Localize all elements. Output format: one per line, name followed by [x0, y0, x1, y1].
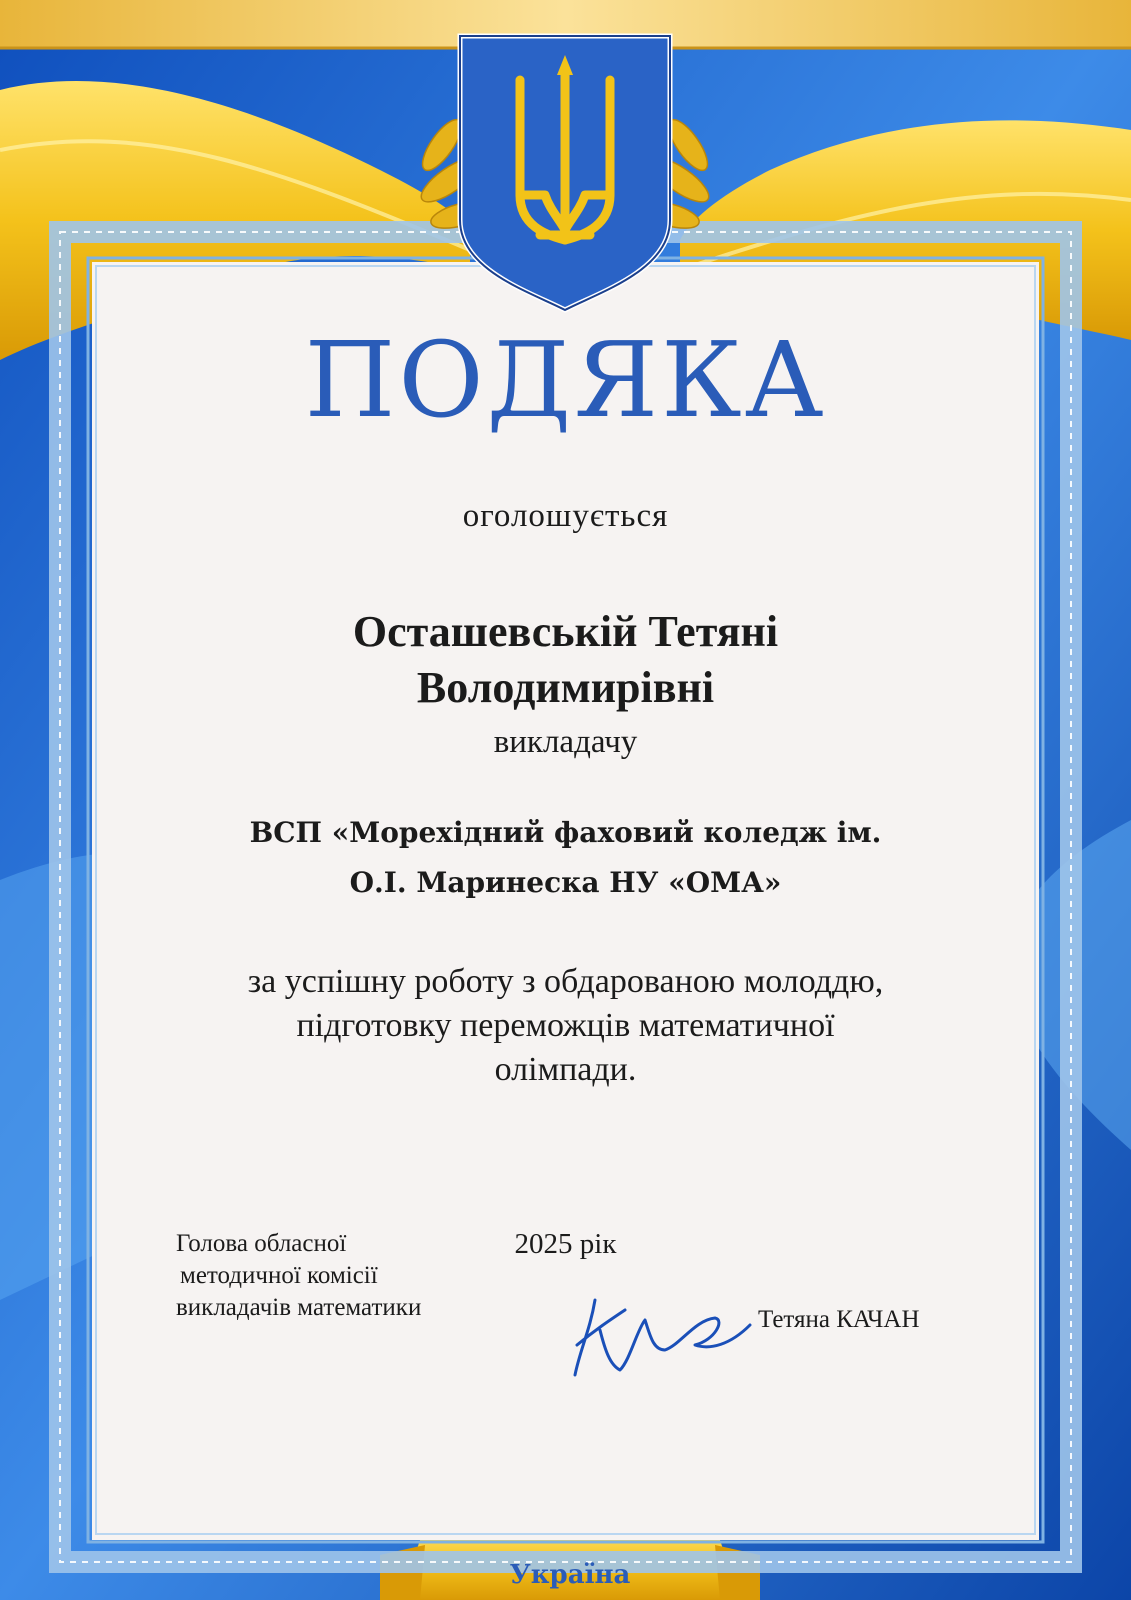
- organization: [0, 808, 1131, 908]
- recipient-line-1: Осташевській Тетяні: [352, 607, 779, 656]
- signature-icon: [565, 1290, 755, 1380]
- trident-icon: [420, 30, 710, 320]
- reason-text: [0, 960, 1131, 1092]
- recipient-line-2: Володимирівні: [416, 663, 715, 712]
- org-line-2: О.І. Маринеска НУ «ОМА»: [349, 866, 782, 899]
- org-line-1: ВСП «Мореxідний фаховий коледж ім.: [249, 816, 882, 849]
- reason-line-2: підготовку переможців математичної: [296, 1007, 835, 1044]
- reason-line-3: олімпади.: [494, 1051, 637, 1088]
- signer-line-3: викладачів математики: [176, 1294, 422, 1321]
- signer-line-1: Голова обласної: [176, 1230, 347, 1257]
- reason-line-1: за успішну роботу з обдарованою молоддю,: [247, 963, 884, 1000]
- year-text: 2025 рік: [514, 1228, 617, 1260]
- announce-text: оголошується: [462, 498, 669, 534]
- recipient-position: викладачу: [493, 724, 638, 760]
- signer-name: Тетяна КАЧАН: [758, 1306, 920, 1333]
- signer-line-2: методичної комісії: [180, 1262, 378, 1289]
- recipient-name: [0, 604, 1131, 716]
- page-title: ПОДЯКА: [304, 319, 827, 441]
- ribbon-label: Україна: [509, 1560, 631, 1590]
